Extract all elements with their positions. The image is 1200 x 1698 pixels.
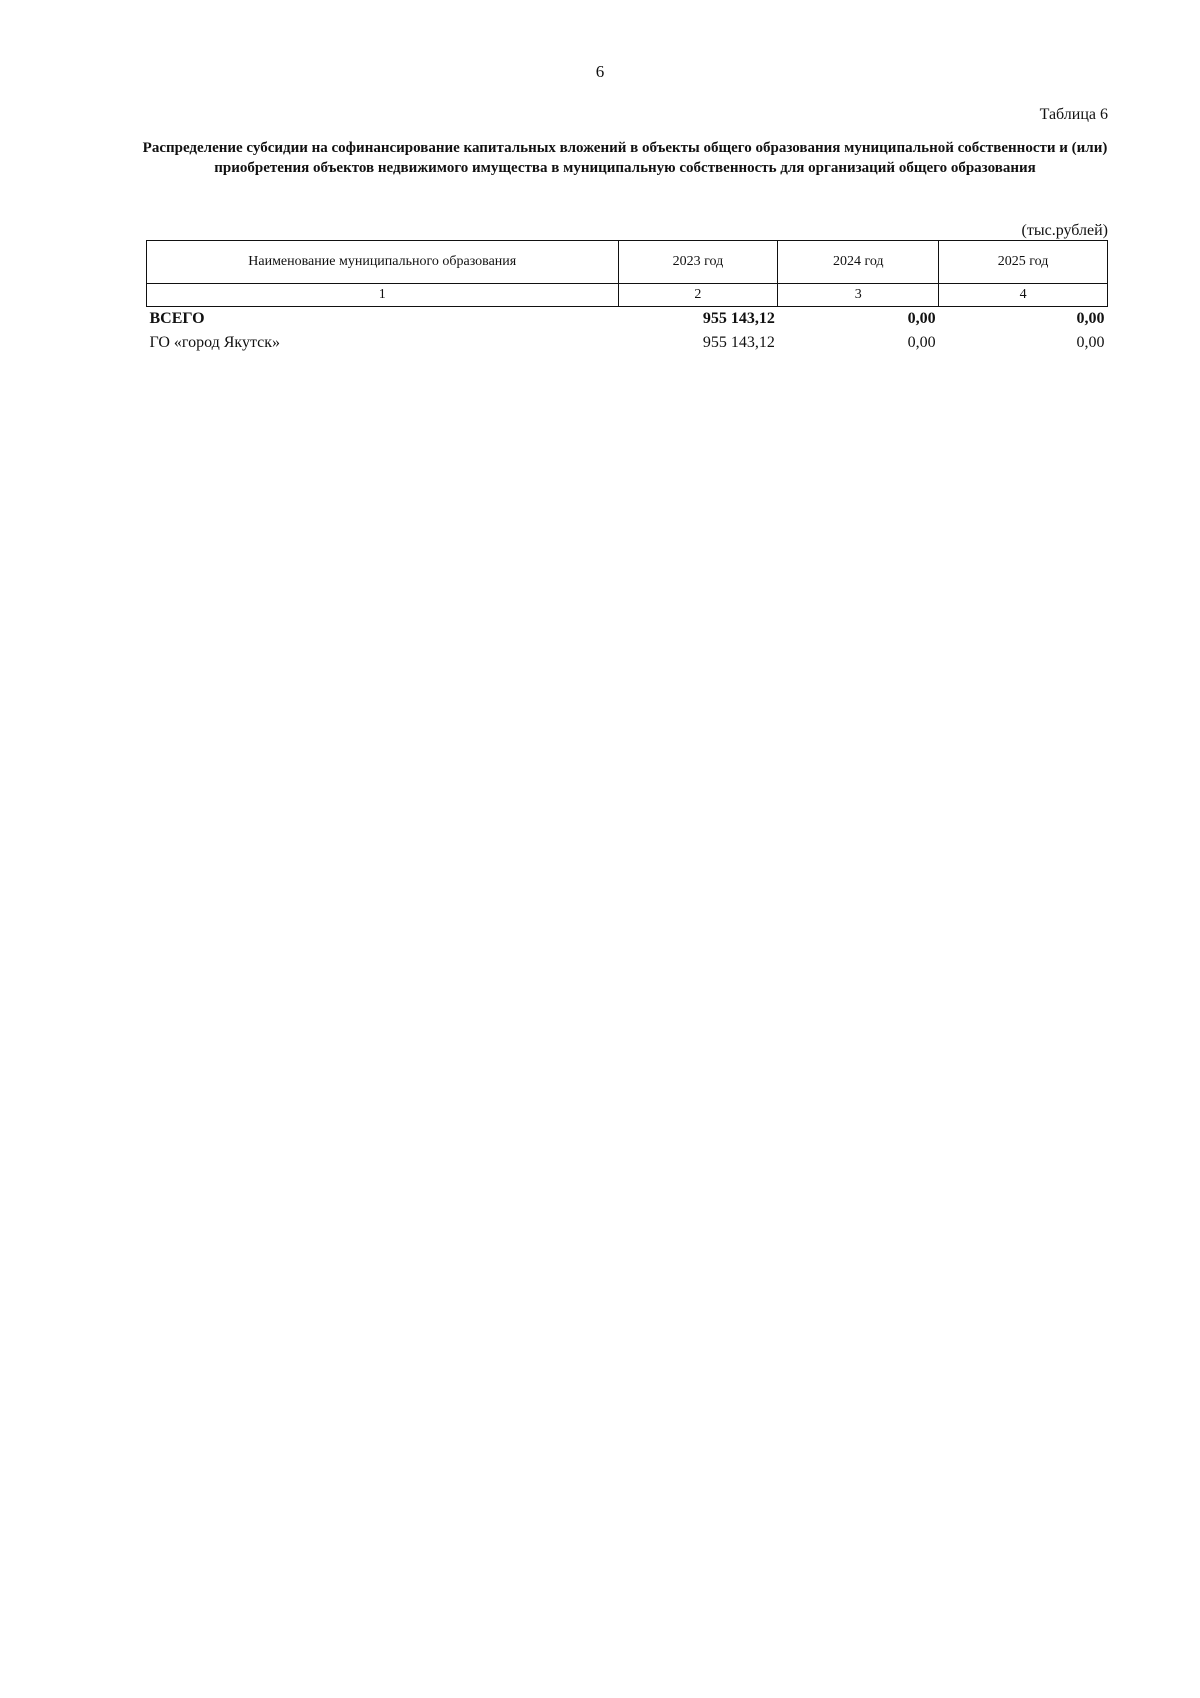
column-number: 4	[939, 284, 1108, 307]
header-row	[147, 241, 1108, 284]
table-label: Таблица 6	[1039, 106, 1108, 123]
row-name: ГО «город Якутск»	[149, 334, 281, 351]
header-2023: 2023 год	[618, 241, 778, 284]
column-number: 2	[618, 284, 778, 307]
column-number-row	[147, 284, 1108, 307]
header-2025: 2025 год	[939, 241, 1108, 284]
unit-label: (тыс.рублей)	[1021, 222, 1108, 239]
header-2024: 2024 год	[778, 241, 939, 284]
table-row	[147, 331, 1108, 355]
column-number: 3	[778, 284, 939, 307]
value-2025: 0,00	[1076, 334, 1105, 351]
header-municipality: Наименование муниципального образования	[147, 241, 619, 284]
document-title: Распределение субсидии на софинансирование капитальных вложений в объекты общего образования муниципальной собственности и (или) приобретения объектов недвижимого имущества в муниципальную собственность для организаций общего образования	[142, 140, 1108, 176]
value-2023: 955 143,12	[702, 310, 775, 327]
value-2024: 0,00	[907, 334, 936, 351]
value-2025: 0,00	[1076, 310, 1105, 327]
table-row-total	[147, 307, 1108, 332]
page-number: 6	[595, 62, 605, 81]
subsidy-table	[146, 240, 1108, 355]
value-2023: 955 143,12	[702, 334, 775, 351]
row-name: ВСЕГО	[149, 310, 205, 327]
value-2024: 0,00	[907, 310, 936, 327]
column-number: 1	[147, 284, 619, 307]
